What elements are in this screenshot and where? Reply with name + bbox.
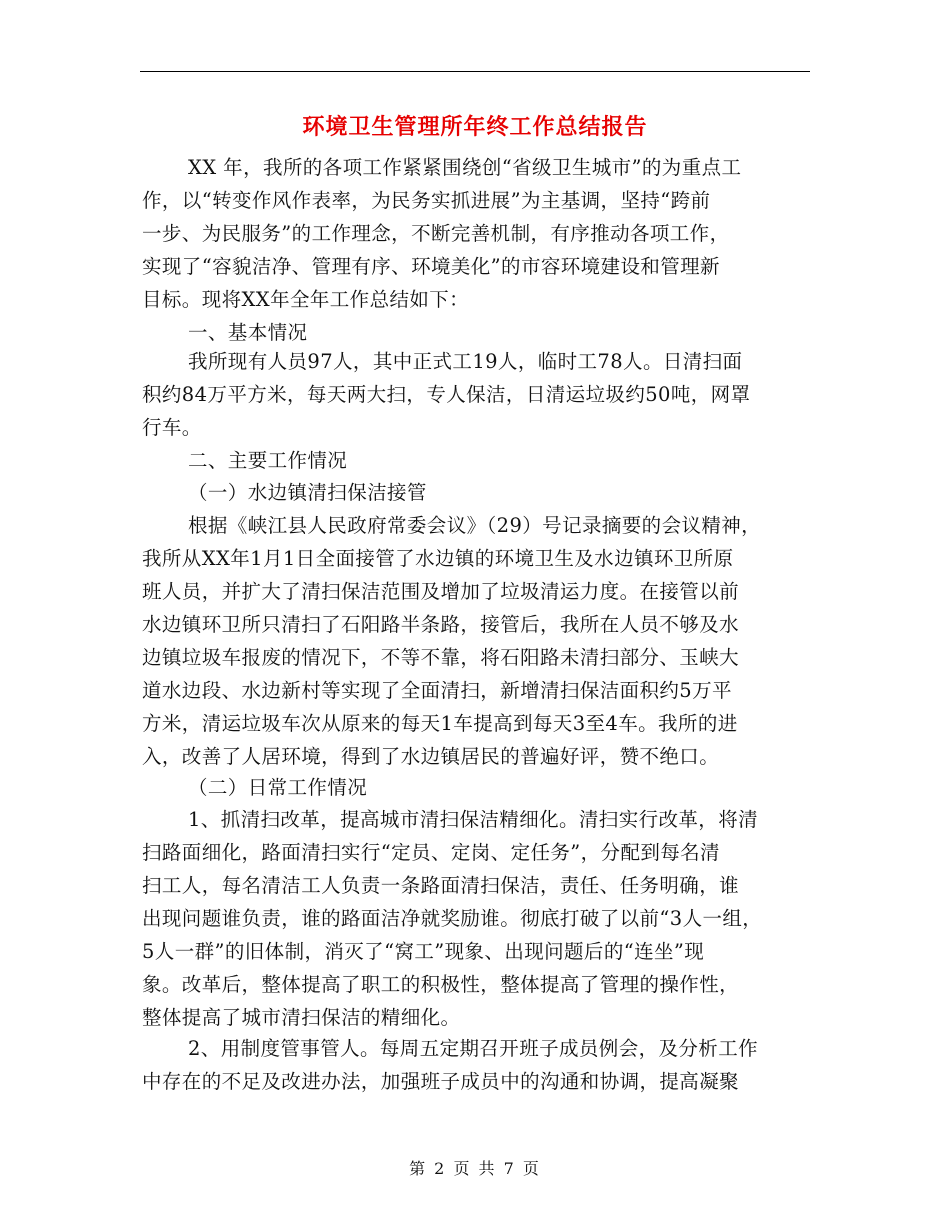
paragraph-line: 2、用制度管事管人。每周五定期召开班子成员例会，及分析工作	[188, 1037, 759, 1060]
paragraph-line: 入，改善了人居环境，得到了水边镇居民的普遍好评，赞不绝口。	[142, 745, 720, 768]
paragraph-line: 实现了“容貌洁净、管理有序、环境美化”的市容环境建设和管理新	[142, 255, 720, 278]
paragraph-line: 中存在的不足及改进办法，加强班子成员中的沟通和协调，提高凝聚	[142, 1070, 740, 1093]
paragraph-line: 扫路面细化，路面清扫实行“定员、定岗、定任务”，分配到每名清	[142, 841, 720, 864]
paragraph-line: 行车。	[142, 416, 202, 439]
page-number: 第 2 页 共 7 页	[409, 1159, 541, 1178]
paragraph-line: 扫工人，每名清洁工人负责一条路面清扫保洁，责任、任务明确，谁	[142, 874, 740, 897]
paragraph-line: 出现问题谁负责，谁的路面洁净就奖励谁。彻底打破了以前“3人一组，	[142, 907, 763, 930]
section-heading: 二、主要工作情况	[188, 449, 348, 472]
paragraph-line: 目标。现将XX年全年工作总结如下：	[142, 288, 470, 311]
document-title: 环境卫生管理所年终工作总结报告	[302, 114, 648, 140]
paragraph-line: 5人一群”的旧体制，消灭了“窝工”现象、出现问题后的“连坐”现	[142, 940, 705, 963]
paragraph-line: XX 年，我所的各项工作紧紧围绕创“省级卫生城市”的为重点工	[188, 156, 742, 179]
paragraph-line: 作，以“转变作风作表率，为民务实抓进展”为主基调，坚持“跨前	[142, 189, 711, 212]
paragraph-line: 根据《峡江县人民政府常委会议》（29）号记录摘要的会议精神，	[188, 514, 762, 537]
paragraph-line: 班人员，并扩大了清扫保洁范围及增加了垃圾清运力度。在接管以前	[142, 580, 740, 603]
paragraph-line: 水边镇环卫所只清扫了石阳路半条路，接管后，我所在人员不够及水	[142, 613, 740, 636]
section-heading: 一、基本情况	[188, 321, 308, 344]
paragraph-line: 我所现有人员97人，其中正式工19人，临时工78人。日清扫面	[188, 350, 743, 373]
paragraph-line: 一步、为民服务”的工作理念，不断完善机制，有序推动各项工作，	[142, 222, 730, 245]
paragraph-line: 方米，清运垃圾车次从原来的每天1车提高到每天3至4车。我所的进	[142, 712, 738, 735]
paragraph-line: 道水边段、水边新村等实现了全面清扫，新增清扫保洁面积约5万平	[142, 679, 732, 702]
paragraph-line: 积约84万平方米，每天两大扫，专人保洁，日清运垃圾约50吨，网罩	[142, 383, 751, 406]
paragraph-line: 边镇垃圾车报废的情况下，不等不靠，将石阳路未清扫部分、玉峡大	[142, 646, 740, 669]
paragraph-line: 我所从XX年1月1日全面接管了水边镇的环境卫生及水边镇环卫所原	[142, 547, 734, 570]
paragraph-line: 1、抓清扫改革，提高城市清扫保洁精细化。清扫实行改革，将清	[188, 808, 759, 831]
paragraph-line: 整体提高了城市清扫保洁的精细化。	[142, 1006, 461, 1029]
header-rule	[140, 71, 810, 72]
paragraph-line: 象。改革后，整体提高了职工的积极性，整体提高了管理的操作性，	[142, 973, 740, 996]
subsection-heading: （一）水边镇清扫保洁接管	[188, 481, 427, 504]
subsection-heading: （二）日常工作情况	[188, 776, 368, 799]
